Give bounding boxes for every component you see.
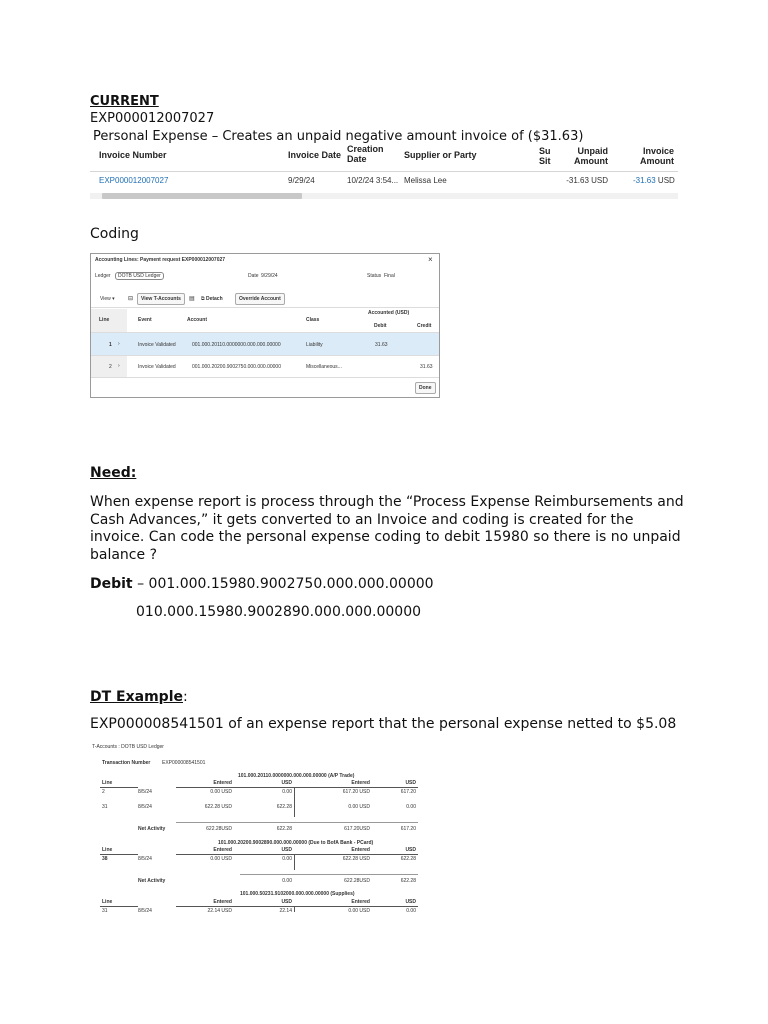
horizontal-scrollbar[interactable] [90,193,678,199]
done-button[interactable]: Done [415,382,436,394]
need-text-line-2: Cash Advances,” it gets converted to an Invoice and coding is created for the [90,512,634,528]
t-row-entered-cr: 617.20 USD [342,789,370,795]
t-row-date: 8/5/24 [138,804,152,810]
account-heading-2: 101.000.20200.9002890.000.000.00000 (Due to BofA Bank - PCard) [218,840,374,846]
t-row-usd-cr: 622.28 [400,856,416,862]
t-row-entered-dr: 0.00 USD [210,789,232,795]
debit-label: Debit [90,576,133,592]
header-divider [90,171,678,172]
t-row-entered-cr: 0.00 USD [348,908,370,912]
col-usd: USD [281,847,292,853]
ledger-value: DOTB USD Ledger [115,272,164,280]
override-account-button[interactable]: Override Account [235,293,285,305]
account-heading-1: 101.000.20110.0000000.000.000.00000 (A/P Trade) [238,773,355,779]
dt-heading: DT Example: [90,689,188,705]
chevron-down-icon: ▾ [112,296,115,302]
col-invoice-amount[interactable]: Invoice Amount [640,146,674,166]
creation-date-cell: 10/2/24 3:54... [347,176,399,185]
invoice-table [90,144,678,200]
t-accounts-title: T-Accounts : DOTB USD Ledger [92,744,164,750]
accounting-lines-dialog [90,253,440,398]
freeze-icon[interactable]: ⊟ [128,296,134,302]
invoice-amount-link[interactable]: -31.63 [633,176,656,185]
t-row-usd-cr: 0.00 [406,908,416,912]
transaction-label: Transaction Number [102,760,151,766]
account-heading-3: 101.000.50231.9102000.000.000.00000 (Supplies) [240,891,355,897]
net-usd-cr: 622.28 [400,878,416,884]
row-2-event: Invoice Validated [138,364,176,370]
net-activity-label: Net Activity [138,826,166,832]
net-entered-cr: 617.20USD [344,826,370,832]
col-usd: USD [281,780,292,786]
col-entered: Entered [351,899,370,905]
net-entered-dr: 622.28USD [206,826,232,832]
row-2-line: 2 [109,364,112,370]
need-heading: Need: [90,465,137,481]
invoice-number-link[interactable]: EXP000012007027 [99,176,169,185]
view-menu[interactable]: View ▾ [100,296,115,302]
status-value: Final [384,273,395,279]
ledger-label: Ledger [95,273,111,279]
col-class: Class [306,317,320,323]
t-row-line: 2 [102,789,105,795]
t-accounts-panel [90,742,425,912]
net-usd-dr: 0.00 [282,878,292,884]
t-row-date: 8/5/24 [138,908,152,912]
t-row-date: 8/5/24 [138,789,152,795]
detach-button[interactable]: ⧉ Detach [201,296,223,302]
t-row-entered-dr: 622.28 USD [204,804,232,810]
row-1-event: Invoice Validated [138,342,176,348]
expense-id: EXP000012007027 [90,111,215,126]
coding-label: Coding [90,226,139,242]
expand-icon[interactable]: › [118,363,120,369]
col-entered: Entered [213,780,232,786]
t-row-usd-dr: 22.14 [279,908,292,912]
col-usd: USD [405,847,416,853]
t-row-line: 31 [102,908,108,912]
t-row-line: 31 [102,804,108,810]
detach-icon: ⧉ [201,296,205,302]
col-creation-date[interactable]: Creation Date [347,144,384,164]
row-2-class: Miscellaneous... [306,364,342,370]
transaction-value: EXP000008541501 [162,760,206,766]
need-text-line-4: balance ? [90,547,157,563]
col-line: Line [102,899,113,905]
col-entered: Entered [213,847,232,853]
date-label: Date [248,273,259,279]
t-row-usd-cr: 0.00 [406,804,416,810]
t-row-usd-dr: 622.28 [276,804,292,810]
col-entered: Entered [213,899,232,905]
t-row-entered-cr: 0.00 USD [348,804,370,810]
t-row-entered-dr: 0.00 USD [210,856,232,862]
col-usd: USD [281,899,292,905]
col-credit: Credit [417,323,432,329]
net-activity-label: Net Activity [138,878,166,884]
debit-line-1: Debit – 001.000.15980.9002750.000.000.00000 [90,576,434,592]
col-unpaid-amount[interactable]: Unpaid Amount [574,146,608,166]
row-1-debit: 31.63 [375,342,388,348]
dialog-title: Accounting Lines: Payment request EXP000012007027 [95,257,226,263]
col-usd: USD [405,780,416,786]
invoice-amount-cell: -31.63 USD [633,176,675,185]
need-text-line-3: invoice. Can code the personal expense coding to debit 15980 so there is no unpaid [90,529,681,545]
export-icon[interactable]: ▤ [189,296,195,302]
col-invoice-date[interactable]: Invoice Date [288,150,342,160]
net-usd-dr: 622.28 [276,826,292,832]
status-label: Status [367,273,382,279]
debit-line-2: 010.000.15980.9002890.000.000.00000 [136,604,422,620]
need-text-line-1: When expense report is process through the “Process Expense Reimbursements and [90,494,684,510]
col-account: Account [187,317,207,323]
t-row-line: 38 [102,856,108,862]
t-row-entered-cr: 622.28 USD [342,856,370,862]
t-row-date: 8/5/24 [138,856,152,862]
row-1-line: 1 [109,342,112,348]
col-usd: USD [405,899,416,905]
col-invoice-number[interactable]: Invoice Number [99,150,167,160]
expand-icon[interactable]: › [118,341,120,347]
t-row-usd-cr: 617.20 [400,789,416,795]
row-2-account: 001.000.20200.9002750.000.000.00000 [192,364,281,370]
col-line: Line [99,317,110,323]
supplier-cell: Melissa Lee [404,176,447,185]
row-2-credit: 31.63 [420,364,433,370]
unpaid-amount-cell: -31.63 USD [566,176,608,185]
col-line: Line [102,847,113,853]
personal-expense-note: Personal Expense – Creates an unpaid negative amount invoice of ($31.63) [93,129,584,144]
invoice-date-cell: 9/29/24 [288,176,315,185]
dt-text: EXP000008541501 of an expense report that the personal expense netted to $5.08 [90,716,677,732]
col-debit: Debit [374,323,387,329]
col-supplier[interactable]: Supplier or Party [404,150,477,160]
t-row-usd-dr: 0.00 [282,856,292,862]
current-heading: CURRENT [90,94,159,109]
view-t-accounts-button[interactable]: View T-Accounts [137,293,185,305]
col-event: Event [138,317,152,323]
row-1-class: Liability [306,342,323,348]
col-accounted: Accounted (USD) [368,310,410,316]
col-entered: Entered [351,780,370,786]
scrollbar-thumb[interactable] [102,193,302,199]
date-value: 9/29/24 [261,273,278,279]
row-1-account: 001.000.20110.0000000.000.000.00000 [192,342,281,348]
net-usd-cr: 617.20 [400,826,416,832]
col-line: Line [102,780,113,786]
t-row-usd-dr: 0.00 [282,789,292,795]
col-supplier-site[interactable]: Su Sit [539,146,551,166]
col-entered: Entered [351,847,370,853]
net-entered-cr: 622.28USD [344,878,370,884]
t-row-entered-dr: 22.14 USD [207,908,232,912]
close-icon[interactable]: × [428,255,433,264]
